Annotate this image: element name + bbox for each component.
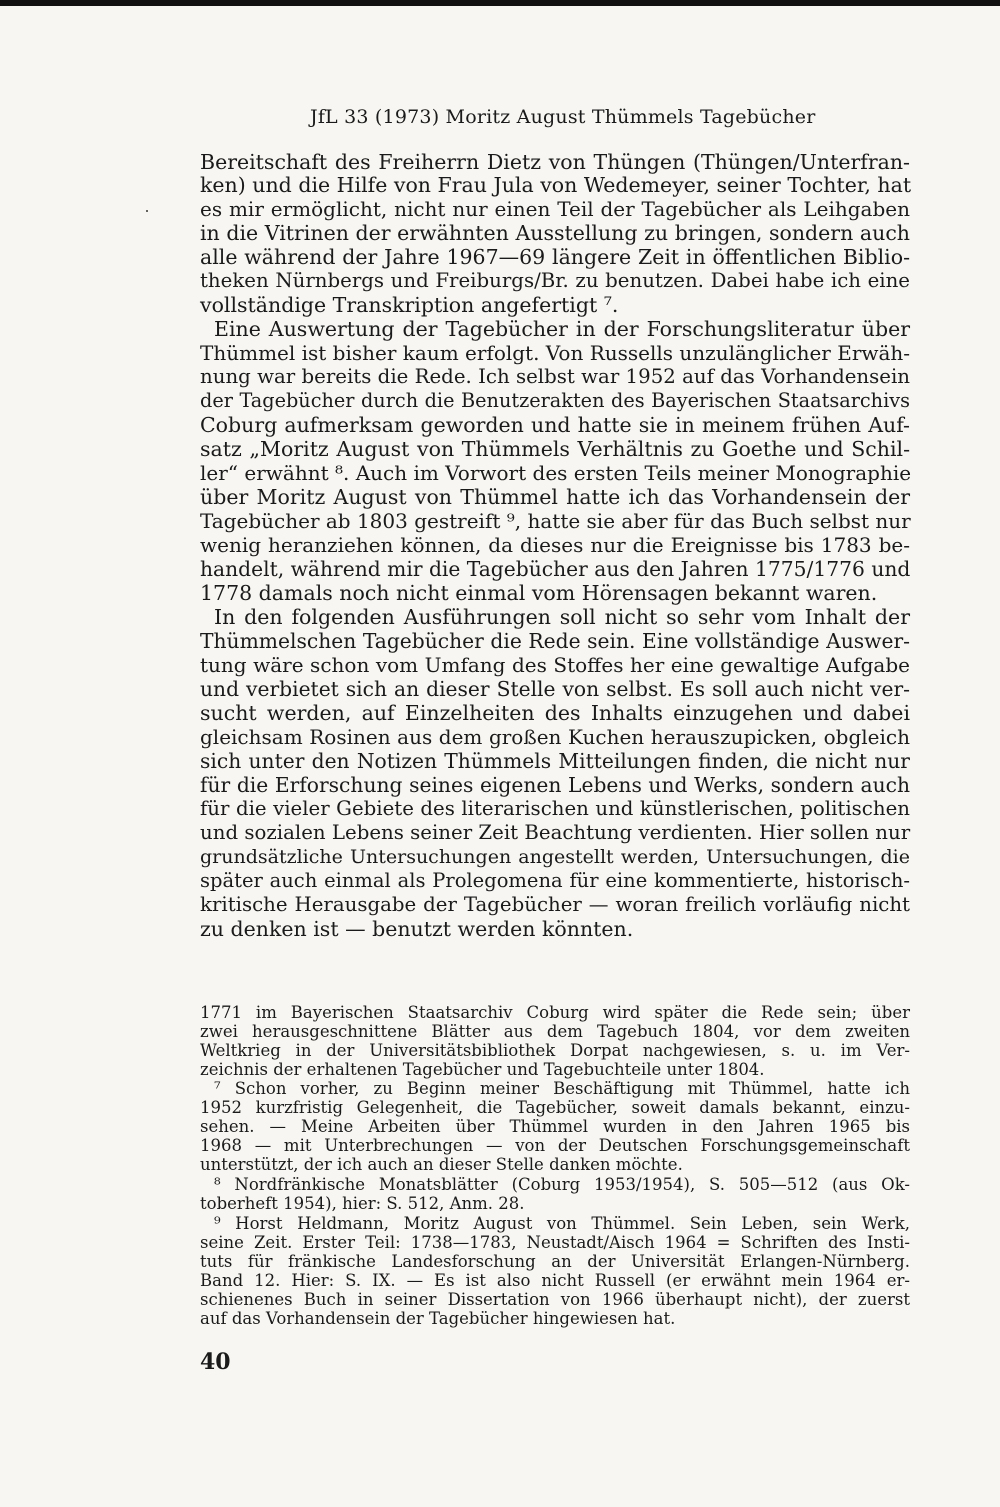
page-number: 40 <box>200 1349 231 1375</box>
margin-speck <box>146 210 148 212</box>
footnote-line: schienenes Buch in seiner Dissertation von 1966 überhaupt nicht), der zuerst <box>200 1290 910 1309</box>
body-line: theken Nürnbergs und Freiburgs/Br. zu benutzen. Dabei habe ich eine <box>200 269 910 292</box>
footnote-line: Weltkrieg in der Universitätsbibliothek Dorpat nachgewiesen, s. u. im Ver- <box>200 1041 910 1060</box>
footnote-line: zeichnis der erhaltenen Tagebücher und Tagebuchteile unter 1804. <box>200 1060 765 1079</box>
footnote-line: 1968 — mit Unterbrechungen — von der Deutschen Forschungsgemeinschaft <box>200 1136 910 1155</box>
body-line: 1778 damals noch nicht einmal vom Hörensagen bekannt waren. <box>200 581 878 605</box>
body-line: und sozialen Lebens seiner Zeit Beachtung verdienten. Hier sollen nur <box>200 821 911 844</box>
body-line: für die Erforschung seines eigenen Lebens und Werks, sondern auch <box>200 773 910 797</box>
footnote-line: 1771 im Bayerischen Staatsarchiv Coburg wird später die Rede sein; über <box>200 1003 910 1022</box>
body-line: Thümmel ist bisher kaum erfolgt. Von Russells unzulänglicher Erwäh- <box>200 341 911 365</box>
body-line: später auch einmal als Prolegomena für eine kommentierte, historisch- <box>200 869 910 892</box>
footnote-line: tuts für fränkische Landesforschung an der Universität Erlangen-Nürnberg. <box>200 1252 910 1271</box>
footnote-line: unterstützt, der ich auch an dieser Stelle danken möchte. <box>200 1155 683 1174</box>
body-line: ken) und die Hilfe von Frau Jula von Wedemeyer, seiner Tochter, hat <box>200 173 912 197</box>
body-line: tung wäre schon vom Umfang des Stoffes her eine gewaltige Aufgabe <box>200 653 910 677</box>
body-line: Eine Auswertung der Tagebücher in der Forschungsliteratur über <box>214 317 910 341</box>
body-line: der Tagebücher durch die Benutzerakten des Bayerischen Staatsarchivs <box>200 389 910 412</box>
footnote-line: Band 12. Hier: S. IX. — Es ist also nicht Russell (er erwähnt mein 1964 er- <box>200 1271 910 1290</box>
footnote-line: auf das Vorhandensein der Tagebücher hingewiesen hat. <box>200 1309 676 1328</box>
body-line: nung war bereits die Rede. Ich selbst war 1952 auf das Vorhandensein <box>200 365 910 388</box>
body-line: grundsätzliche Untersuchungen angestellt werden, Untersuchungen, die <box>200 846 910 868</box>
body-line: vollständige Transkription angefertigt ⁷. <box>200 293 619 317</box>
body-line: und verbietet sich an dieser Stelle von selbst. Es soll auch nicht ver- <box>200 677 910 701</box>
body-line: zu denken ist — benutzt werden könnten. <box>200 917 634 941</box>
body-line: wenig heranziehen können, da dieses nur die Ereignisse bis 1783 be- <box>200 533 910 557</box>
footnote-8-line: ⁸ Nordfränkische Monatsblätter (Coburg 1953/1954), S. 505—512 (aus Ok- <box>214 1175 910 1194</box>
body-line: kritische Herausgabe der Tagebücher — woran freilich vorläufig nicht <box>200 893 910 916</box>
footnote-line: 1952 kurzfristig Gelegenheit, die Tagebücher, soweit damals bekannt, einzu- <box>200 1098 910 1117</box>
footnote-line: toberheft 1954), hier: S. 512, Anm. 28. <box>200 1194 525 1213</box>
footnote-line: seine Zeit. Erster Teil: 1738—1783, Neustadt/Aisch 1964 = Schriften des Insti- <box>200 1233 910 1252</box>
body-line: Thümmelschen Tagebücher die Rede sein. Eine vollständige Auswer- <box>200 629 910 653</box>
body-line: sucht werden, auf Einzelheiten des Inhalts einzugehen und dabei <box>200 701 910 725</box>
body-line: In den folgenden Ausführungen soll nicht so sehr vom Inhalt der <box>214 605 910 629</box>
body-line: für die vieler Gebiete des literarischen und künstlerischen, politischen <box>200 797 910 820</box>
body-line: über Moritz August von Thümmel hatte ich das Vorhandensein der <box>200 485 910 509</box>
body-line: sich unter den Notizen Thümmels Mitteilungen finden, die nicht nur <box>200 749 910 773</box>
body-line: alle während der Jahre 1967—69 längere Zeit in öffentlichen Biblio- <box>200 245 910 269</box>
body-line: ler“ erwähnt ⁸. Auch im Vorwort des ersten Teils meiner Monographie <box>200 461 912 485</box>
body-line: Coburg aufmerksam geworden und hatte sie in meinem frühen Auf- <box>200 413 910 437</box>
body-line: Tagebücher ab 1803 gestreift ⁹, hatte sie aber für das Buch selbst nur <box>200 509 911 533</box>
top-border-rule <box>0 0 1000 6</box>
body-line: gleichsam Rosinen aus dem großen Kuchen herauszupicken, obgleich <box>200 725 910 749</box>
footnote-9-line: ⁹ Horst Heldmann, Moritz August von Thümmel. Sein Leben, sein Werk, <box>214 1214 910 1233</box>
body-line: satz „Moritz August von Thümmels Verhältnis zu Goethe und Schil- <box>200 437 910 461</box>
footnote-line: sehen. — Meine Arbeiten über Thümmel wurden in den Jahren 1965 bis <box>200 1117 910 1136</box>
running-header: JfL 33 (1973) Moritz August Thümmels Tagebücher <box>310 106 816 128</box>
body-line: in die Vitrinen der erwähnten Ausstellung zu bringen, sondern auch <box>200 221 910 245</box>
body-line: es mir ermöglicht, nicht nur einen Teil der Tagebücher als Leihgaben <box>200 197 910 221</box>
body-line: Bereitschaft des Freiherrn Dietz von Thüngen (Thüngen/Unterfran- <box>200 150 910 174</box>
footnote-7-line: ⁷ Schon vorher, zu Beginn meiner Beschäftigung mit Thümmel, hatte ich <box>214 1079 910 1098</box>
body-line: handelt, während mir die Tagebücher aus den Jahren 1775/1776 und <box>200 557 911 581</box>
footnote-line: zwei herausgeschnittene Blätter aus dem Tagebuch 1804, vor dem zweiten <box>200 1022 910 1041</box>
